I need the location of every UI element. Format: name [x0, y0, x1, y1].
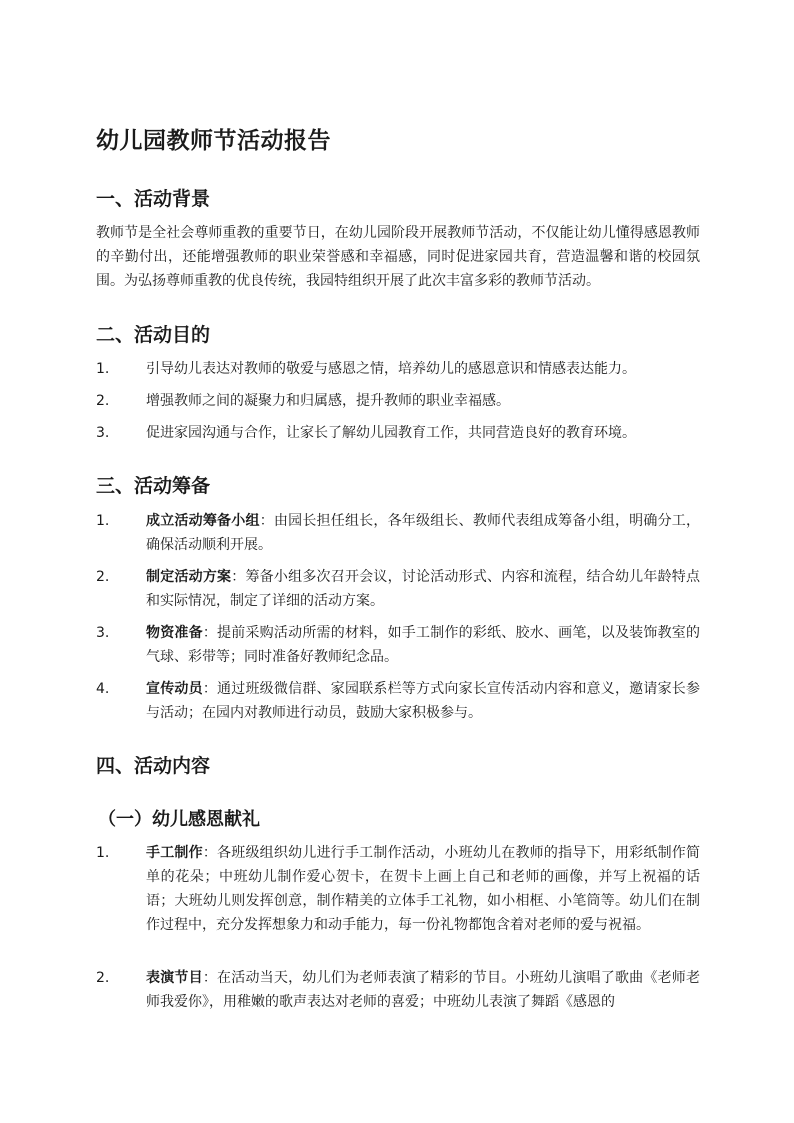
list-text: 制定活动方案：筹备小组多次召开会议，讨论活动形式、内容和流程，结合幼儿年龄特点和实际情况，制定了详细的活动方案。: [146, 569, 701, 609]
list-text: 引导幼儿表达对教师的敬爱与感恩之情，培养幼儿的感恩意识和情感表达能力。: [146, 361, 636, 377]
list-number: 2.: [96, 569, 110, 585]
list-label: 宣传动员: [146, 681, 203, 697]
list-text: 表演节目：在活动当天，幼儿们为老师表演了精彩的节目。小班幼儿演唱了歌曲《老师老师我爱你》，用稚嫩的歌声表达对老师的喜爱；中班幼儿表演了舞蹈《感恩的: [146, 970, 700, 1010]
section-heading-preparation: 三、活动筹备: [96, 475, 211, 497]
list-number: 4.: [96, 681, 110, 697]
list-number: 3.: [96, 425, 110, 441]
list-number: 1.: [96, 361, 110, 377]
list-text: 增强教师之间的凝聚力和归属感，提升教师的职业幸福感。: [146, 393, 510, 409]
section-heading-purpose: 二、活动目的: [96, 324, 211, 346]
list-text: 促进家园沟通与合作，让家长了解幼儿园教育工作，共同营造良好的教育环境。: [146, 425, 636, 441]
list-label: 制定活动方案: [146, 569, 232, 585]
list-label: 成立活动筹备小组: [146, 513, 260, 529]
list-number: 1.: [96, 845, 110, 861]
list-number: 1.: [96, 513, 110, 529]
section-heading-content: 四、活动内容: [96, 755, 211, 777]
list-label: 物资准备: [146, 625, 203, 641]
list-label: 表演节目: [146, 970, 203, 986]
list-text: 手工制作：各班级组织幼儿进行手工制作活动，小班幼儿在教师的指导下，用彩纸制作简单的花朵；中班幼儿制作爱心贺卡，在贺卡上画上自己和老师的画像，并写上祝福的话语；大班幼儿则发挥创意，制作精美的立体手工礼物，如小相框、小笔筒等。幼儿们在制作过程中，充分发挥想象力和动手能力，每一份礼物都饱含着对老师的爱与祝福。: [146, 845, 700, 933]
section-heading-background: 一、活动背景: [96, 188, 211, 210]
document-title: 幼儿园教师节活动报告: [96, 128, 331, 154]
list-number: 2.: [96, 970, 110, 986]
list-text: 物资准备：提前采购活动所需的材料，如手工制作的彩纸、胶水、画笔，以及装饰教室的气球、彩带等；同时准备好教师纪念品。: [146, 625, 700, 665]
background-paragraph: 教师节是全社会尊师重教的重要节日，在幼儿园阶段开展教师节活动，不仅能让幼儿懂得感恩教师的辛勤付出，还能增强教师的职业荣誉感和幸福感，同时促进家园共育，营造温馨和谐的校园氛围。为弘扬尊师重教的优良传统，我园特组织开展了此次丰富多彩的教师节活动。: [96, 225, 700, 289]
list-number: 3.: [96, 625, 110, 641]
subsection-heading-gifts: （一）幼儿感恩献礼: [98, 809, 260, 830]
list-number: 2.: [96, 393, 110, 409]
list-label: 手工制作: [146, 845, 203, 861]
list-text: 成立活动筹备小组：由园长担任组长，各年级组长、教师代表组成筹备小组，明确分工，确保活动顺利开展。: [146, 513, 701, 553]
list-text: 宣传动员：通过班级微信群、家园联系栏等方式向家长宣传活动内容和意义，邀请家长参与活动；在园内对教师进行动员，鼓励大家积极参与。: [146, 681, 700, 721]
